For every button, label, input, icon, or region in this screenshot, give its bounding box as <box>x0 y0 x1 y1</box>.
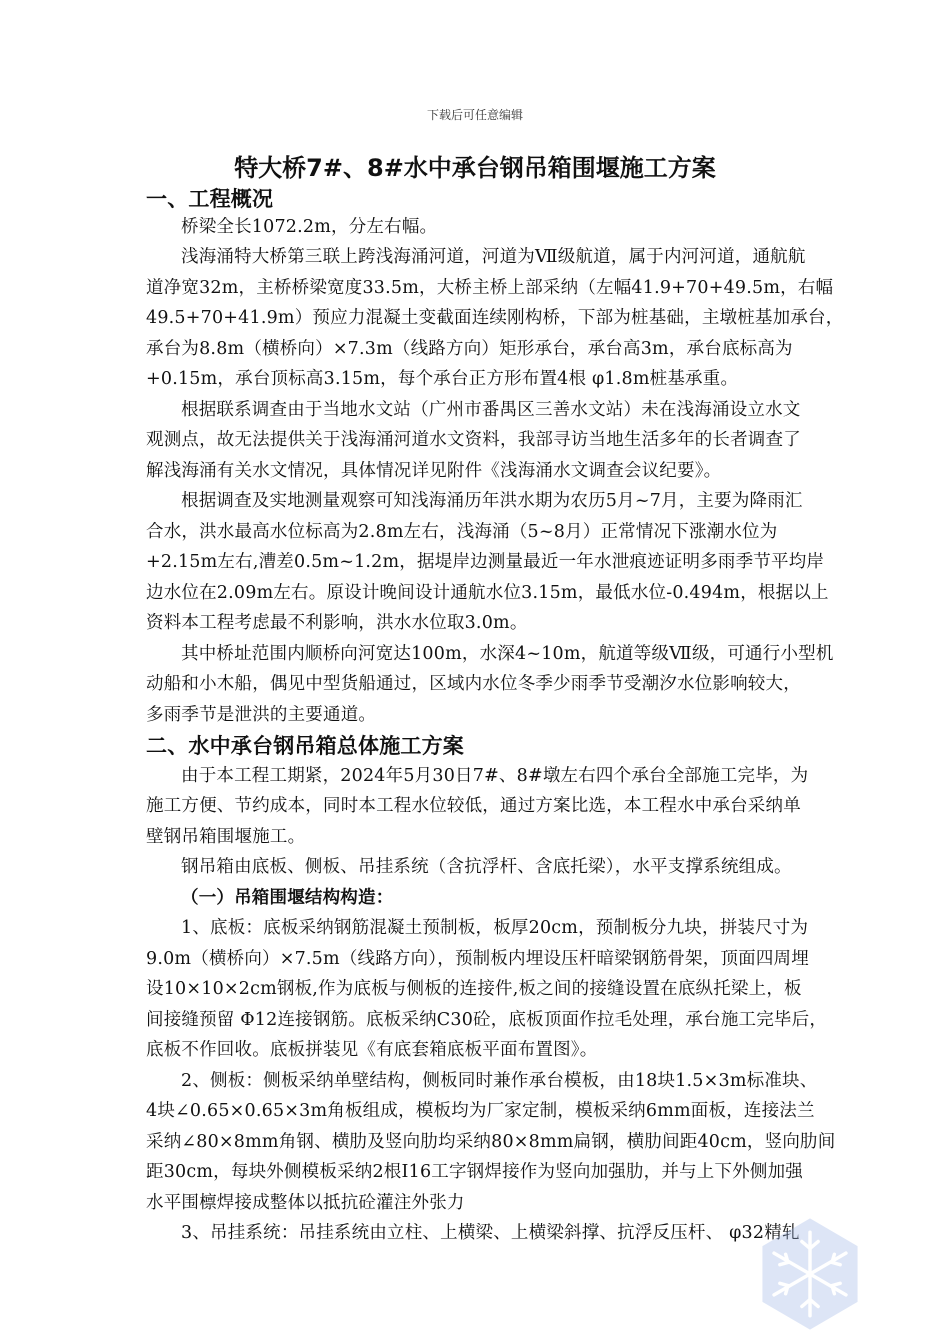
body-line: 其中桥址范围内顺桥向河宽达100m，水深4~10m，航道等级Ⅶ级，可通行小型机 <box>181 644 834 664</box>
body-line: +0.15m，承台顶标高3.15m，每个承台正方形布置4根 φ1.8m桩基承重。 <box>146 369 739 389</box>
body-line: +2.15m左右,漕差0.5m~1.2m，据堤岸边测量最近一年水泄痕迹证明多雨季节平均岸 <box>146 552 825 572</box>
section-heading-1: 一、工程概况 <box>146 187 274 211</box>
body-line: 边水位在2.09m左右。原设计晚间设计通航水位3.15m，最低水位-0.494m，根据以上 <box>146 583 829 603</box>
body-line: 采纳∠80×8mm角钢、横肋及竖向肋均采纳80×8mm扁钢，横肋间距40cm，竖向肋间 <box>146 1132 836 1152</box>
body-line: 49.5+70+41.9m）预应力混凝土变截面连续刚构桥，下部为桩基础，主墩桩基加承台， <box>146 308 844 328</box>
body-line: 设10×10×2cm钢板,作为底板与侧板的连接件,板之间的接缝设置在底纵托梁上，板 <box>146 979 802 999</box>
section-heading-2: 二、水中承台钢吊箱总体施工方案 <box>146 734 464 758</box>
header-note: 下载后可任意编辑 <box>426 108 523 122</box>
body-line: 钢吊箱由底板、侧板、吊挂系统（含抗浮杆、含底托梁），水平支撑系统组成。 <box>181 857 792 877</box>
document-title: 特大桥7#、8#水中承台钢吊箱围堰施工方案 <box>234 154 716 182</box>
body-line: 壁钢吊箱围堰施工。 <box>146 827 306 847</box>
body-line: 底板不作回收。底板拼装见《有底套箱底板平面布置图》。 <box>146 1040 598 1060</box>
body-line: 道净宽32m，主桥桥梁宽度33.5m，大桥主桥上部采纳（左幅41.9+70+49.5m，右幅 <box>146 278 834 298</box>
snowflake-watermark-icon <box>752 1216 868 1332</box>
body-line: 1、底板：底板采纳钢筋混凝土预制板，板厚20cm，预制板分九块，拼装尺寸为 <box>181 918 809 938</box>
body-line: 多雨季节是泄洪的主要通道。 <box>146 705 377 725</box>
body-line: 合水，洪水最高水位标高为2.8m左右，浅海涌（5~8月）正常情况下涨潮水位为 <box>146 522 778 542</box>
body-line: 承台为8.8m（横桥向）×7.3m（线路方向）矩形承台，承台高3m，承台底标高为 <box>146 339 793 359</box>
body-line: 由于本工程工期紧，2024年5月30日7#、8#墩左右四个承台全部施工完毕，为 <box>181 766 809 786</box>
body-line: 距30cm，每块外侧模板采纳2根I16工字钢焊接作为竖向加强肋，并与上下外侧加强 <box>146 1162 803 1182</box>
body-line: 浅海涌特大桥第三联上跨浅海涌河道，河道为Ⅶ级航道，属于内河河道，通航航 <box>181 247 806 267</box>
body-line: 根据联系调查由于当地水文站（广州市番禺区三善水文站）未在浅海涌设立水文 <box>181 400 801 420</box>
body-line: 根据调查及实地测量观察可知浅海涌历年洪水期为农历5月~7月，主要为降雨汇 <box>181 491 803 511</box>
body-line: 桥梁全长1072.2m，分左右幅。 <box>181 217 438 237</box>
subsection-heading: （一）吊箱围堰结构构造： <box>181 888 394 908</box>
body-line: 间接缝预留 Φ12连接钢筋。底板采纳C30砼，底板顶面作拉毛处理，承台施工完毕后， <box>146 1010 828 1030</box>
body-line: 动船和小木船，偶见中型货船通过，区域内水位冬季少雨季节受潮汐水位影响较大， <box>146 674 801 694</box>
body-line: 观测点，故无法提供关于浅海涌河道水文资料，我部寻访当地生活多年的长者调查了 <box>146 430 801 450</box>
body-line: 施工方便、节约成本，同时本工程水位较低，通过方案比选，本工程水中承台采纳单 <box>146 796 801 816</box>
body-line: 资料本工程考虑最不利影响，洪水水位取3.0m。 <box>146 613 528 633</box>
body-line: 解浅海涌有关水文情况，具体情况详见附件《浅海涌水文调查会议纪要》。 <box>146 461 722 481</box>
body-line: 3、吊挂系统：吊挂系统由立柱、上横梁、上横梁斜撑、抗浮反压杆、 φ32精轧 <box>181 1223 800 1243</box>
body-line: 水平围檩焊接成整体以抵抗砼灌注外张力 <box>146 1193 465 1213</box>
body-line: 2、侧板：侧板采纳单壁结构，侧板同时兼作承台模板，由18块1.5×3m标准块、 <box>181 1071 818 1091</box>
body-line: 9.0m（横桥向）×7.5m（线路方向），预制板内埋设压杆暗梁钢筋骨架，顶面四周埋 <box>146 949 809 969</box>
body-line: 4块∠0.65×0.65×3m角板组成，模板均为厂家定制，模板采纳6mm面板，连接法兰 <box>146 1101 815 1121</box>
